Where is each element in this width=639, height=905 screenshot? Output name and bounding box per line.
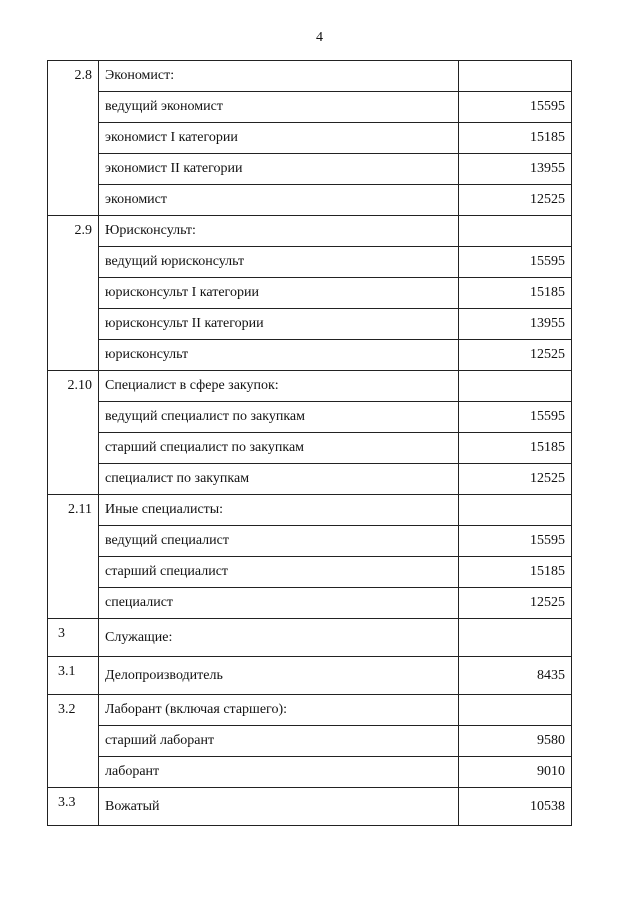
position-name: юрисконсульт <box>99 340 459 371</box>
table-row <box>48 309 572 340</box>
salary-value: 15595 <box>459 402 572 433</box>
salary-value: 15185 <box>459 557 572 588</box>
group-title: Иные специалисты: <box>99 495 459 526</box>
salary-value: 12525 <box>459 464 572 495</box>
salary-value: 12525 <box>459 588 572 619</box>
item-number: 2.9 <box>48 216 99 371</box>
salary-value: 13955 <box>459 309 572 340</box>
position-name: юрисконсульт I категории <box>99 278 459 309</box>
table-row <box>48 185 572 216</box>
page-number: 4 <box>316 30 323 45</box>
salary-value <box>459 495 572 526</box>
table-row <box>48 788 572 826</box>
salary-value: 9010 <box>459 757 572 788</box>
table-row <box>48 464 572 495</box>
item-number: 2.11 <box>48 495 99 619</box>
table-row <box>48 216 572 247</box>
position-name: старший специалист по закупкам <box>99 433 459 464</box>
table-row <box>48 695 572 726</box>
table-row <box>48 371 572 402</box>
salary-value: 15185 <box>459 433 572 464</box>
salary-value <box>459 619 572 657</box>
position-name: экономист I категории <box>99 123 459 154</box>
table-row <box>48 247 572 278</box>
salary-value: 15595 <box>459 247 572 278</box>
position-name: юрисконсульт II категории <box>99 309 459 340</box>
table-row <box>48 340 572 371</box>
salary-value: 15595 <box>459 92 572 123</box>
position-name: лаборант <box>99 757 459 788</box>
salary-value: 8435 <box>459 657 572 695</box>
item-number: 3.2 <box>48 695 99 788</box>
table-row <box>48 92 572 123</box>
table-row <box>48 757 572 788</box>
salary-value <box>459 695 572 726</box>
salary-value: 15185 <box>459 278 572 309</box>
item-number: 2.8 <box>48 61 99 216</box>
salary-value <box>459 216 572 247</box>
table-row <box>48 588 572 619</box>
position-name: ведущий юрисконсульт <box>99 247 459 278</box>
table-row <box>48 61 572 92</box>
group-title: Служащие: <box>99 619 459 657</box>
item-number: 3 <box>48 619 99 657</box>
group-title: Специалист в сфере закупок: <box>99 371 459 402</box>
salary-value: 9580 <box>459 726 572 757</box>
position-name: экономист II категории <box>99 154 459 185</box>
group-title: Делопроизводитель <box>99 657 459 695</box>
table-row <box>48 657 572 695</box>
position-name: ведущий экономист <box>99 92 459 123</box>
salary-value: 13955 <box>459 154 572 185</box>
group-title: Юрисконсульт: <box>99 216 459 247</box>
table-row <box>48 619 572 657</box>
salary-value: 15595 <box>459 526 572 557</box>
table-row <box>48 526 572 557</box>
salary-value: 15185 <box>459 123 572 154</box>
salary-value: 10538 <box>459 788 572 826</box>
salary-value: 12525 <box>459 340 572 371</box>
table-row <box>48 154 572 185</box>
table-row <box>48 433 572 464</box>
position-name: старший специалист <box>99 557 459 588</box>
table-row <box>48 726 572 757</box>
position-name: экономист <box>99 185 459 216</box>
table-row <box>48 402 572 433</box>
position-name: специалист <box>99 588 459 619</box>
item-number: 3.1 <box>48 657 99 695</box>
salary-value <box>459 61 572 92</box>
position-name: специалист по закупкам <box>99 464 459 495</box>
salary-table <box>47 60 572 826</box>
position-name: старший лаборант <box>99 726 459 757</box>
table-row <box>48 278 572 309</box>
item-number: 2.10 <box>48 371 99 495</box>
position-name: ведущий специалист по закупкам <box>99 402 459 433</box>
table-row <box>48 557 572 588</box>
table-row <box>48 123 572 154</box>
salary-table-body <box>48 61 572 826</box>
item-number: 3.3 <box>48 788 99 826</box>
salary-value: 12525 <box>459 185 572 216</box>
position-name: ведущий специалист <box>99 526 459 557</box>
group-title: Лаборант (включая старшего): <box>99 695 459 726</box>
group-title: Вожатый <box>99 788 459 826</box>
salary-value <box>459 371 572 402</box>
group-title: Экономист: <box>99 61 459 92</box>
table-row <box>48 495 572 526</box>
